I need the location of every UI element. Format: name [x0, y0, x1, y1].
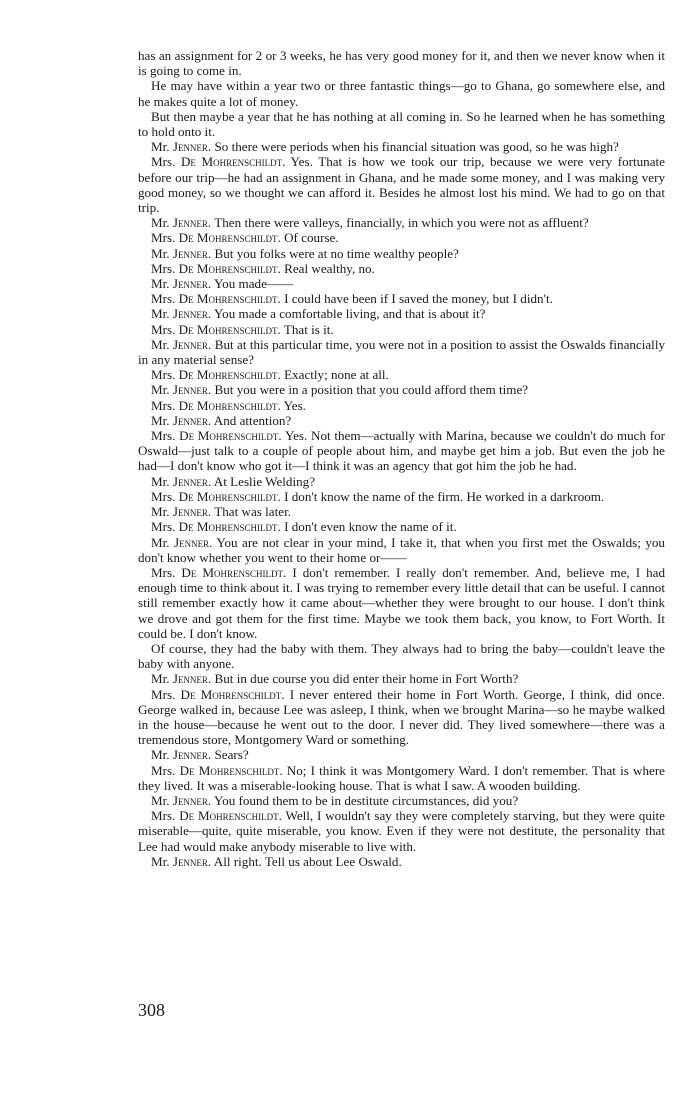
speaker-title: Mrs.	[151, 686, 176, 702]
paragraph-text: No; I think it was Montgomery Ward. I don't remember. That is where they lived. It was a miserable-looking house. That is what I saw. A wooden building.	[138, 762, 665, 793]
paragraph-text: And attention?	[213, 412, 292, 428]
text-paragraph	[138, 48, 665, 78]
testimony-paragraph	[138, 474, 665, 489]
speaker-name: De Mohrenschildt.	[178, 260, 281, 276]
testimony-paragraph	[138, 382, 665, 397]
testimony-paragraph	[138, 215, 665, 230]
paragraph-text: He may have within a year two or three fantastic things—go to Ghana, go somewhere else, and he makes quite a lot of money.	[138, 78, 665, 109]
paragraph-text: That is it.	[283, 321, 334, 337]
speaker-title: Mrs.	[151, 230, 176, 246]
speaker-title: Mr.	[151, 245, 170, 261]
speaker-title: Mr.	[151, 853, 170, 869]
testimony-paragraph	[138, 671, 665, 686]
testimony-paragraph	[138, 519, 665, 534]
speaker-title: Mrs.	[151, 367, 176, 383]
paragraph-text: I don't remember. I really don't remember. And, believe me, I had enough time to think about it. I was trying to remember every little detail that can be useful. I cannot still remember exactly how it came about—whether they were brought to our house. I don't think we drove and got them for the first time. Maybe we took them back, you know, to Fort Worth. It could be. I don't know.	[138, 564, 665, 641]
speaker-name: Jenner.	[172, 473, 212, 489]
speaker-name: De Mohrenschildt.	[178, 519, 281, 535]
speaker-title: Mrs.	[151, 321, 176, 337]
speaker-title: Mr.	[151, 534, 170, 550]
speaker-name: Jenner.	[174, 534, 213, 550]
paragraph-text: has an assignment for 2 or 3 weeks, he has very good money for it, and then we never know when it is going to come in.	[138, 48, 665, 79]
testimony-paragraph	[138, 854, 665, 869]
paragraph-text: Then there were valleys, financially, in which you were not as affluent?	[214, 215, 589, 231]
speaker-name: De Mohrenschildt.	[178, 230, 281, 246]
paragraph-text: That was later.	[214, 504, 291, 520]
paragraph-text: Sears?	[214, 747, 249, 763]
paragraph-text: At Leslie Welding?	[213, 473, 316, 489]
speaker-title: Mr.	[151, 276, 170, 292]
paragraph-text: I never entered their home in Fort Worth. George, I think, did once. George walked in, because Lee was asleep, I think, when we brought Marina—so he maybe walked in the house—because he went out to the door. I never did. They lived somewhere—there was a tremendous store, Montgomery Ward or something.	[138, 686, 665, 748]
speaker-name: Jenner.	[172, 306, 212, 322]
speaker-title: Mrs.	[151, 488, 176, 504]
speaker-name: De Mohrenschildt.	[178, 321, 281, 337]
paragraph-text: Of course, they had the baby with them. They always had to bring the baby—couldn't leave the baby with anyone.	[138, 640, 665, 672]
paragraph-text: You found them to be in destitute circumstances, did you?	[214, 792, 519, 808]
testimony-paragraph	[138, 747, 665, 762]
testimony-paragraph	[138, 139, 665, 154]
speaker-title: Mrs.	[151, 428, 176, 444]
speaker-name: Jenner.	[172, 336, 212, 352]
speaker-name: De Mohrenschildt.	[178, 488, 281, 504]
testimony-paragraph	[138, 322, 665, 337]
paragraph-text: Exactly; none at all.	[284, 367, 389, 383]
testimony-paragraph	[138, 291, 665, 306]
speaker-name: Jenner.	[172, 276, 212, 292]
testimony-paragraph	[138, 276, 665, 291]
paragraph-text: But then maybe a year that he has nothing at all coming in. So he learned when he has something to hold onto it.	[138, 108, 665, 140]
text-paragraph	[138, 78, 665, 108]
speaker-title: Mr.	[151, 671, 170, 687]
paragraph-text: Real wealthy, no.	[284, 260, 375, 276]
speaker-name: Jenner.	[172, 139, 212, 155]
testimony-paragraph	[138, 687, 665, 748]
testimony-paragraph	[138, 230, 665, 245]
speaker-name: Jenner.	[172, 853, 212, 869]
paragraph-text: You made——	[214, 276, 294, 292]
testimony-paragraph	[138, 535, 665, 565]
paragraph-text: But at this particular time, you were not in a position to assist the Oswalds financially in any material sense?	[138, 336, 666, 368]
paragraph-text: So there were periods when his financial situation was good, so he was high?	[214, 139, 619, 155]
speaker-title: Mr.	[151, 215, 170, 231]
testimony-paragraph	[138, 246, 665, 261]
speaker-title: Mrs.	[151, 564, 176, 580]
paragraph-text: Of course.	[284, 230, 339, 246]
speaker-title: Mr.	[151, 792, 170, 808]
speaker-title: Mrs.	[151, 519, 176, 535]
speaker-title: Mr.	[151, 473, 170, 489]
speaker-title: Mr.	[151, 139, 170, 155]
paragraph-text: You are not clear in your mind, I take it, that when you first met the Oswalds; you don't know whether you went to their home or——	[138, 534, 665, 565]
speaker-name: Jenner.	[172, 671, 212, 687]
speaker-title: Mr.	[151, 382, 170, 398]
speaker-title: Mr.	[151, 504, 170, 520]
speaker-title: Mrs.	[151, 808, 176, 824]
paragraph-text: You made a comfortable living, and that is about it?	[214, 306, 486, 322]
paragraph-text: All right. Tell us about Lee Oswald.	[213, 853, 402, 869]
speaker-title: Mrs.	[151, 762, 176, 778]
testimony-paragraph	[138, 428, 665, 474]
testimony-paragraph	[138, 808, 665, 854]
paragraph-text: But you folks were at no time wealthy people?	[214, 245, 459, 261]
text-paragraph	[138, 641, 665, 671]
speaker-title: Mr.	[151, 336, 170, 352]
speaker-name: De Mohrenschildt.	[180, 686, 285, 702]
paragraph-text: But in due course you did enter their home in Fort Worth?	[214, 671, 519, 687]
testimony-paragraph	[138, 337, 665, 367]
speaker-title: Mr.	[151, 747, 170, 763]
speaker-name: De Mohrenschildt.	[181, 564, 287, 580]
paragraph-text: Well, I wouldn't say they were completely starving, but they were quite miserable—quite, quite miserable, you know. Even if they were not destitute, the personality that Lee had would make anybody miserable to live with.	[138, 808, 665, 854]
speaker-name: De Mohrenschildt.	[178, 397, 281, 413]
paragraph-text: I don't know the name of the firm. He worked in a darkroom.	[284, 488, 605, 504]
page-number: 308	[138, 1000, 165, 1020]
paragraph-text: Yes.	[283, 397, 306, 413]
transcript-page-body	[138, 48, 665, 869]
speaker-name: De Mohrenschildt.	[179, 762, 283, 778]
speaker-title: Mr.	[151, 306, 170, 322]
speaker-name: Jenner.	[172, 215, 212, 231]
speaker-title: Mrs.	[151, 154, 176, 170]
speaker-name: Jenner.	[172, 504, 212, 520]
testimony-paragraph	[138, 413, 665, 428]
testimony-paragraph	[138, 489, 665, 504]
testimony-paragraph	[138, 261, 665, 276]
testimony-paragraph	[138, 154, 665, 215]
speaker-name: Jenner.	[172, 412, 212, 428]
testimony-paragraph	[138, 565, 665, 641]
testimony-paragraph	[138, 504, 665, 519]
paragraph-text: I don't even know the name of it.	[284, 519, 457, 535]
testimony-paragraph	[138, 398, 665, 413]
speaker-name: Jenner.	[172, 245, 212, 261]
testimony-paragraph	[138, 793, 665, 808]
speaker-name: De Mohrenschildt.	[178, 367, 281, 383]
speaker-name: De Mohrenschildt.	[179, 428, 282, 444]
testimony-paragraph	[138, 367, 665, 382]
speaker-title: Mrs.	[151, 397, 176, 413]
text-paragraph	[138, 109, 665, 139]
speaker-name: De Mohrenschildt.	[178, 291, 281, 307]
speaker-title: Mrs.	[151, 260, 176, 276]
speaker-name: De Mohrenschildt.	[179, 808, 282, 824]
speaker-name: De Mohrenschildt.	[180, 154, 286, 170]
speaker-title: Mr.	[151, 412, 170, 428]
testimony-paragraph	[138, 763, 665, 793]
paragraph-text: I could have been if I saved the money, but I didn't.	[284, 291, 553, 307]
paragraph-text: Yes. That is how we took our trip, because we were very fortunate before our trip—he had an assignment in Ghana, and he made some money, and I was making very good money, so we thought we can afford it. Besides he almost lost his mind. We had to go on that trip.	[138, 154, 665, 216]
testimony-paragraph	[138, 306, 665, 321]
speaker-name: Jenner.	[172, 792, 212, 808]
speaker-name: Jenner.	[172, 747, 212, 763]
paragraph-text: But you were in a position that you could afford them time?	[214, 382, 529, 398]
speaker-title: Mrs.	[151, 291, 176, 307]
speaker-name: Jenner.	[172, 382, 212, 398]
paragraph-text: Yes. Not them—actually with Marina, because we couldn't do much for Oswald—just talk to a couple of people about him, and maybe get him a job. But even the job he had—I don't know who got it—I think it was an agency that got him the job he had.	[138, 428, 665, 474]
